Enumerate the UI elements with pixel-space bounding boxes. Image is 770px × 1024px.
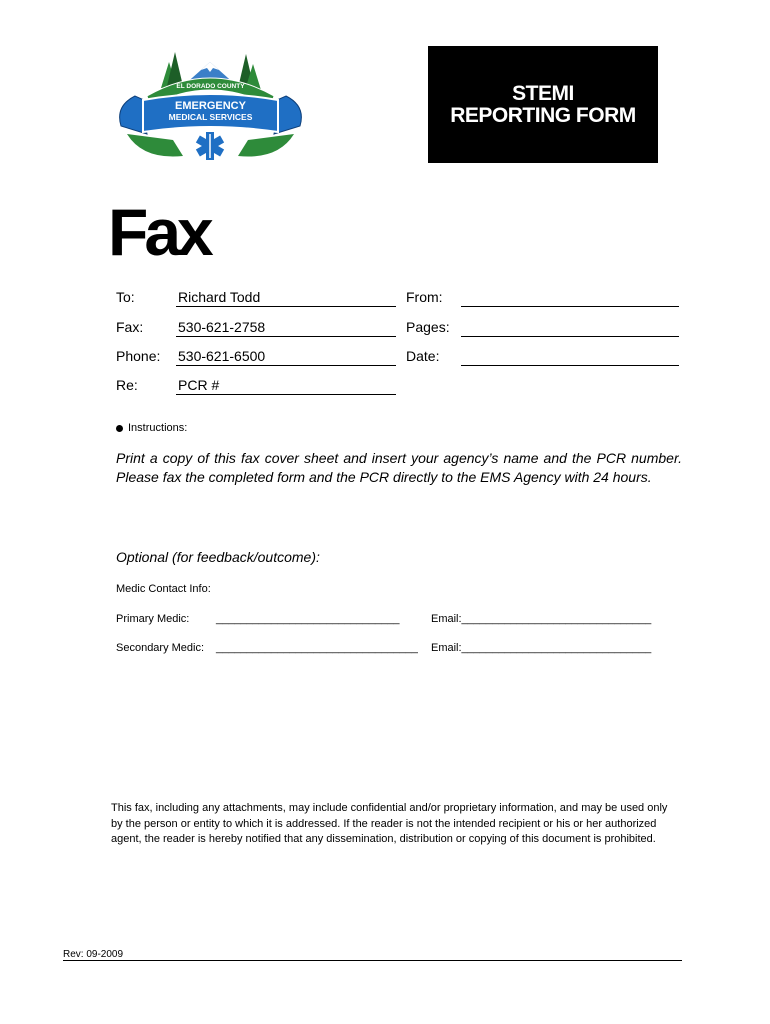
medic-contact-label: Medic Contact Info: xyxy=(116,583,211,595)
logo-emergency-text: EMERGENCY xyxy=(175,100,246,112)
instructions-text: Print a copy of this fax cover sheet and insert your agency’s name and the PCR number. Please fax the completed form and the PCR directly to the EMS Agency with 24 hours. xyxy=(116,450,682,485)
logo-medical-services-text: MEDICAL SERVICES xyxy=(168,112,253,122)
primary-medic-label: Primary Medic: xyxy=(116,613,190,625)
confidentiality-notice: This fax, including any attachments, may include confidential and/or proprietary information, and may be used only by the person or entity to which it is addressed. If the reader is not the intended recipient or his or her authorized agent, the reader is hereby notified that any dissemination, distribution or copying of this document is prohibited. xyxy=(111,802,668,845)
primary-medic-field[interactable]: ______________________________ xyxy=(216,613,400,625)
footer-divider xyxy=(63,960,682,961)
pages-field[interactable] xyxy=(461,318,679,337)
to-label: To: xyxy=(116,289,135,305)
optional-heading: Optional (for feedback/outcome): xyxy=(116,549,320,565)
instructions-row xyxy=(116,421,187,435)
logo-county-text: EL DORADO COUNTY xyxy=(176,83,245,90)
form-title-line2: REPORTING FORM xyxy=(450,103,636,127)
fax-label: Fax: xyxy=(116,319,144,335)
primary-medic-email-field[interactable]: Email:_______________________________ xyxy=(431,613,652,625)
secondary-medic-field[interactable]: _________________________________ xyxy=(216,642,418,654)
date-field[interactable] xyxy=(461,347,679,366)
secondary-medic-label: Secondary Medic: xyxy=(116,642,205,654)
ems-logo xyxy=(113,48,308,166)
from-label: From: xyxy=(406,289,443,305)
bullet-icon xyxy=(116,425,123,432)
date-label: Date: xyxy=(406,348,440,364)
form-title-box xyxy=(428,46,658,163)
phone-field[interactable]: 530-621-6500 xyxy=(176,347,396,366)
phone-label: Phone: xyxy=(116,348,161,364)
re-field[interactable]: PCR # xyxy=(176,376,396,395)
secondary-medic-email-field[interactable]: Email:_______________________________ xyxy=(431,642,652,654)
revision-label: Rev: 09-2009 xyxy=(63,949,124,960)
fax-heading: Fax xyxy=(108,195,210,269)
pages-label: Pages: xyxy=(406,319,450,335)
fax-number-field[interactable]: 530-621-2758 xyxy=(176,318,396,337)
instructions-label: Instructions: xyxy=(128,422,188,434)
re-label: Re: xyxy=(116,377,138,393)
form-title-line1: STEMI xyxy=(512,81,574,105)
to-field[interactable]: Richard Todd xyxy=(176,288,396,307)
from-field[interactable] xyxy=(461,288,679,307)
